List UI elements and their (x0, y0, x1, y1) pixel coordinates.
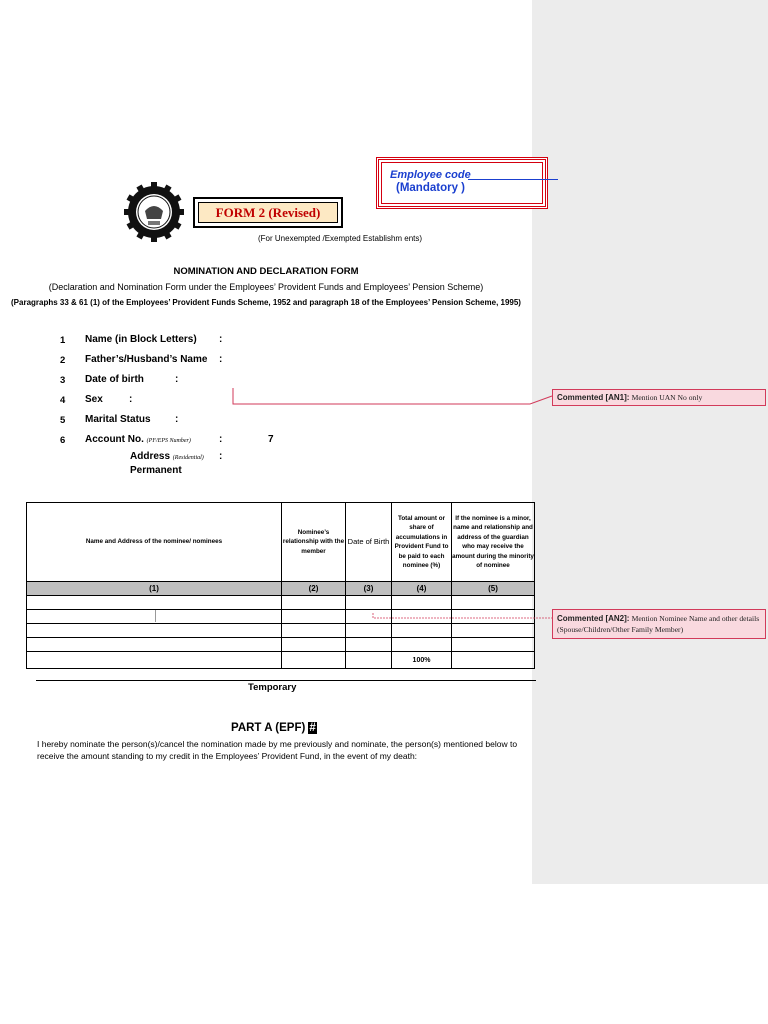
field-colon: : (175, 414, 179, 425)
field-colon: : (219, 354, 223, 365)
comment-text: Mention UAN No only (631, 393, 703, 402)
field-colon: : (175, 374, 179, 385)
field-colon: : (219, 334, 223, 345)
header-cell: Name and Address of the nominee/ nominees (27, 503, 282, 582)
comment-label: Commented [AN1]: (557, 393, 630, 402)
field-colon: : (219, 434, 223, 445)
form-title: FORM 2 (Revised) (198, 202, 338, 223)
comment-an1[interactable] (552, 389, 766, 406)
field-number: 2 (60, 355, 66, 366)
field-label-name: Name (in Block Letters) (85, 334, 197, 345)
comment-label: Commented [AN2]: (557, 614, 630, 623)
col-number: (5) (452, 582, 535, 596)
field-colon: : (129, 394, 133, 405)
field-number: 3 (60, 375, 66, 386)
header-cell: Total amount or share of accumulations in Provident Fund to be paid to each nominee (%) (392, 503, 452, 582)
mandatory-label: (Mandatory ) (396, 182, 465, 194)
address-label: Address (130, 451, 171, 462)
address-permanent-label: Permanent (130, 465, 182, 476)
comment-an2[interactable] (552, 609, 766, 639)
col-number: (1) (27, 582, 282, 596)
form-heading: NOMINATION AND DECLARATION FORM (173, 266, 359, 277)
account-value: 7 (268, 434, 274, 445)
col-number: (4) (392, 582, 452, 596)
field-label-dob: Date of birth (85, 374, 144, 385)
col-number: (2) (282, 582, 346, 596)
employee-code-label: Employee code (390, 169, 471, 181)
field-number: 1 (60, 335, 66, 346)
establishment-subtitle: (For Unexempted /Exempted Establishm ents) (258, 234, 423, 243)
form-subheading: (Declaration and Nomination Form under the Employees’ Provident Funds and Employees’ Pension Scheme) (48, 282, 484, 292)
field-colon: : (219, 451, 223, 462)
total-share-cell: 100% (392, 652, 452, 669)
field-label-marital: Marital Status (85, 414, 151, 425)
header-cell: Nominee’s relationship with the member (282, 503, 346, 582)
header-cell: Date of Birth (346, 503, 392, 582)
part-a-paragraph: I hereby nominate the person(s)/cancel the nomination made by me previously and nominate, the person(s) mentioned below to receive the amount standing to my credit in the Employees’ Provident Fund, in the event of my death: (37, 739, 518, 761)
comment-text: Mention Nominee Name and other details (Spouse/Children/Other Family Member) (557, 614, 760, 634)
field-number: 5 (60, 415, 66, 426)
account-sub-label: (PF/EPS Number) (146, 438, 191, 444)
field-label-sex: Sex (85, 394, 103, 405)
field-label-father-husband: Father’s/Husband’s Name (85, 354, 208, 365)
col-number: (3) (346, 582, 392, 596)
part-a-title-text: PART A (EPF) (231, 722, 306, 734)
paragraph-reference: (Paragraphs 33 & 61 (1) of the Employees’ Provident Funds Scheme, 1952 and paragraph 18 of the Employees’ Pension Scheme, 1995) (11, 298, 521, 307)
temporary-label: Temporary (248, 682, 297, 693)
address-sub-label: (Residential) (172, 455, 204, 461)
header-cell: If the nominee is a minor, name and relationship and address of the guardian who may receive the amount during the minority of nominee (452, 503, 535, 582)
hash-marker: # (309, 722, 316, 734)
field-number: 4 (60, 395, 66, 406)
field-number: 6 (60, 435, 66, 446)
account-label: Account No. (85, 434, 144, 445)
